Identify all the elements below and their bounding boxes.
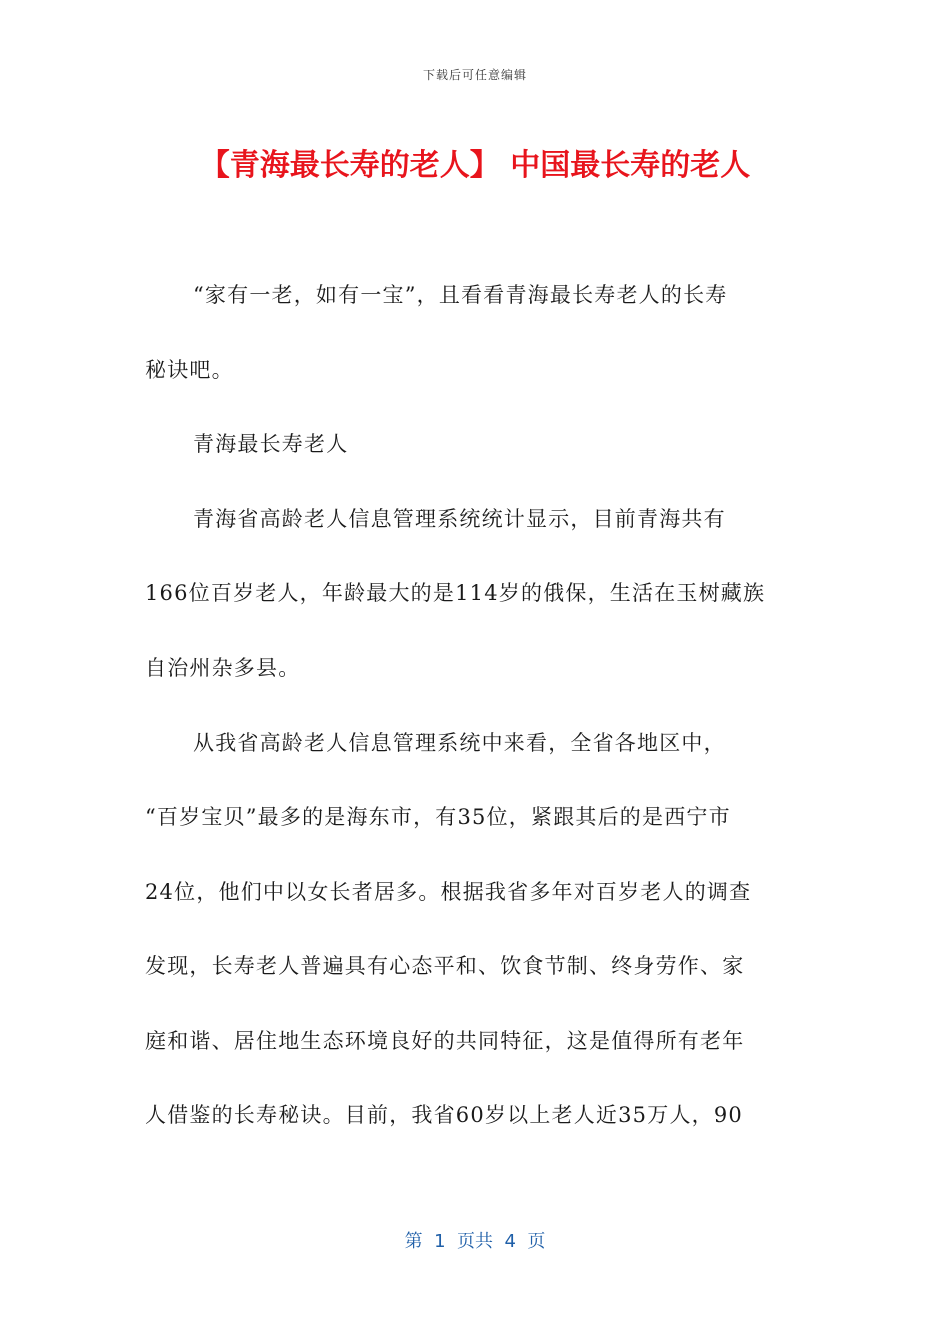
- body-line: 青海省高龄老人信息管理系统统计显示，目前青海共有: [193, 507, 726, 531]
- document-title: 【青海最长寿的老人】 中国最长寿的老人: [199, 148, 751, 183]
- header-note: 下载后可任意编辑: [422, 68, 527, 82]
- body-line: 166位百岁老人，年龄最大的是114岁的俄保，生活在玉树藏族: [145, 581, 766, 605]
- body-line: 自治州杂多县。: [145, 656, 301, 680]
- body-line: “家有一老，如有一宝”，且看看青海最长寿老人的长寿: [193, 283, 728, 307]
- body-line: 从我省高龄老人信息管理系统中来看，全省各地区中，: [193, 731, 726, 755]
- body-line: 秘诀吧。: [145, 358, 234, 382]
- page-number: 第 1 页共 4 页: [404, 1231, 546, 1252]
- body-line: “百岁宝贝”最多的是海东市，有35位，紧跟其后的是西宁市: [145, 805, 731, 829]
- section-heading: 青海最长寿老人: [193, 432, 349, 456]
- body-line: 庭和谐、居住地生态环境良好的共同特征，这是值得所有老年: [145, 1029, 745, 1053]
- body-line: 发现，长寿老人普遍具有心态平和、饮食节制、终身劳作、家: [145, 954, 745, 978]
- body-line: 人借鉴的长寿秘诀。目前，我省60岁以上老人近35万人，90: [145, 1103, 743, 1127]
- body-line: 24位，他们中以女长者居多。根据我省多年对百岁老人的调查: [145, 880, 752, 904]
